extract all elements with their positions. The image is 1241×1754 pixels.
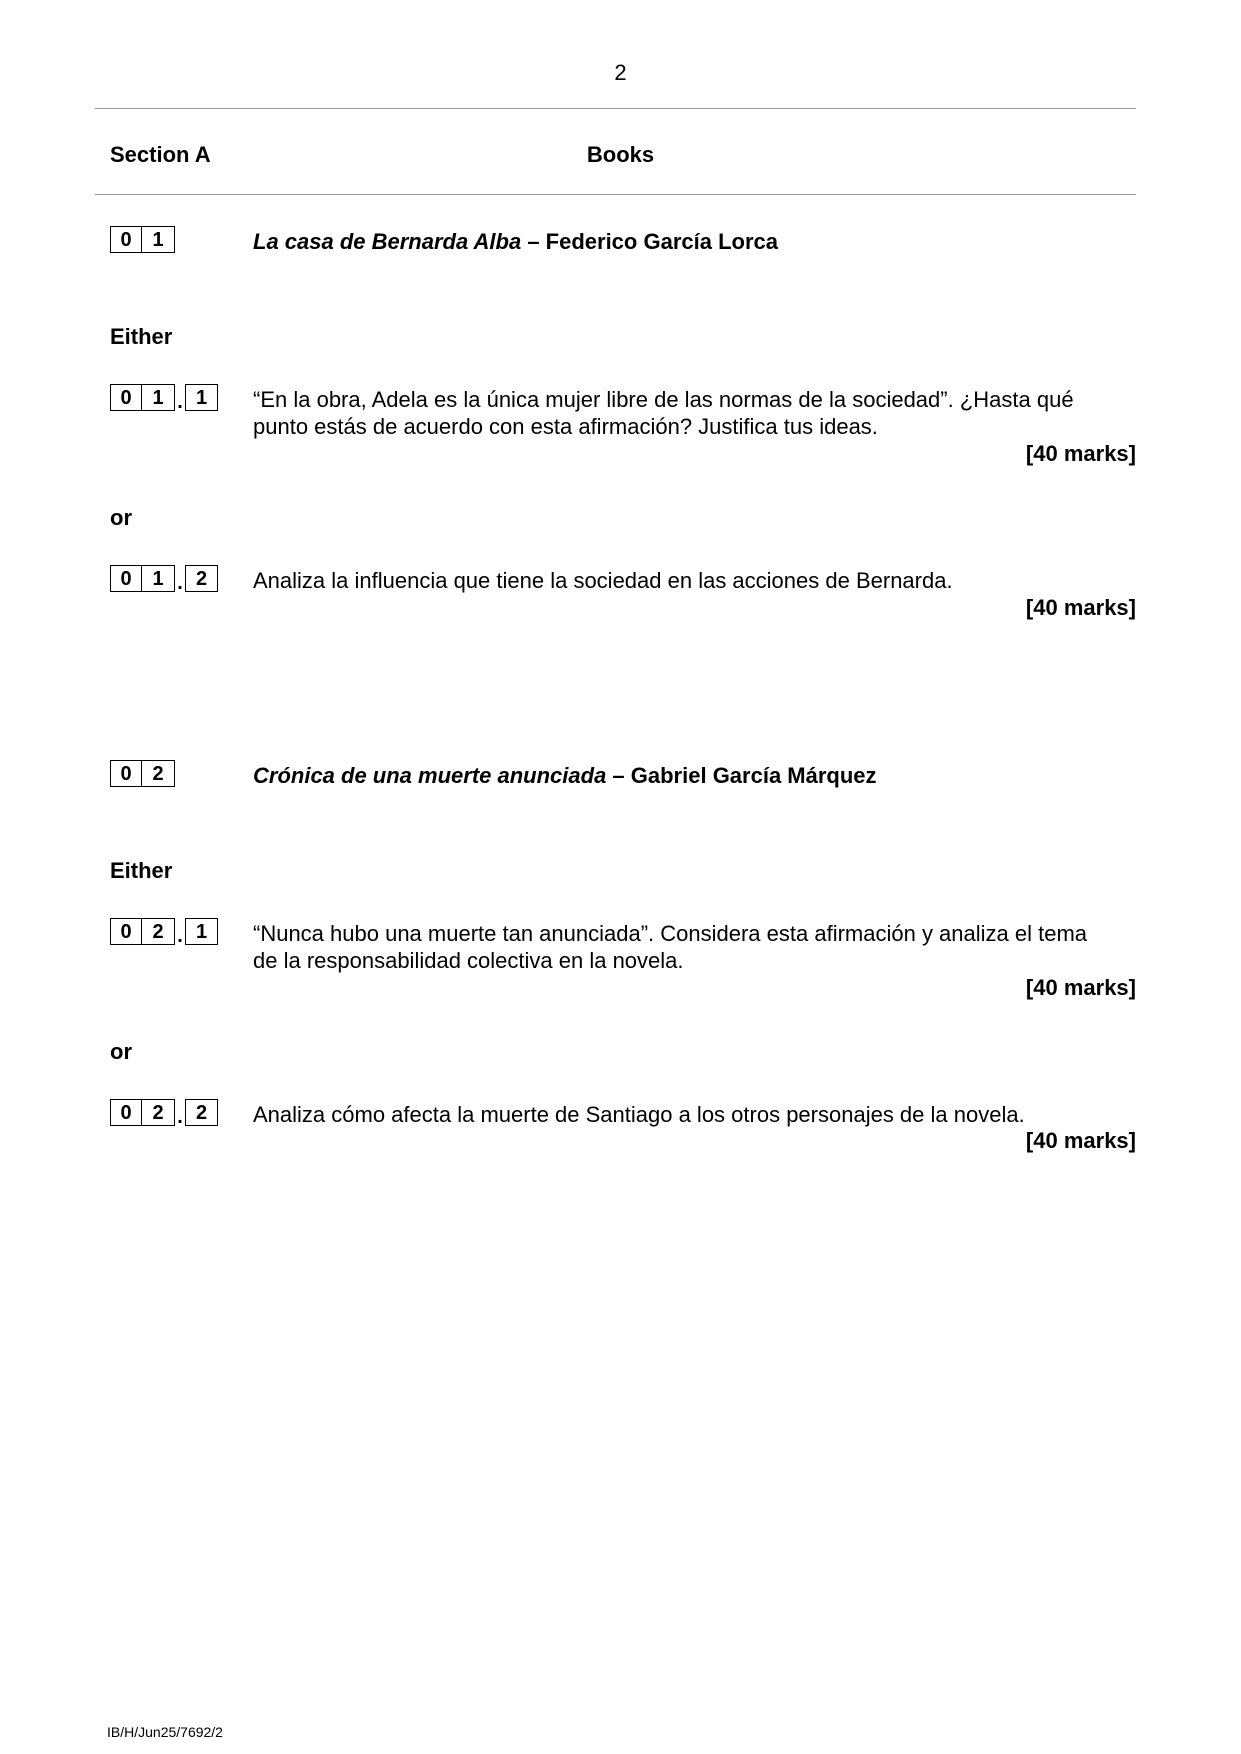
question-marks-011: [40 marks]	[1025, 441, 1136, 466]
section-divider	[95, 194, 1136, 195]
digit-box: 0	[110, 918, 142, 945]
question-text-021: “Nunca hubo una muerte tan anunciada”. Considera esta afirmación y analiza el tema de la responsabilidad colectiva en la novela.	[253, 921, 1088, 973]
book-number-01	[110, 226, 175, 253]
question-number-022	[110, 1099, 218, 1126]
or-label: or	[110, 505, 132, 530]
section-title: Books	[586, 142, 655, 167]
decimal-point: .	[177, 1106, 183, 1128]
decimal-point: .	[177, 391, 183, 413]
book-title-02	[253, 762, 877, 789]
question-text-012: Analiza la influencia que tiene la sociedad en las acciones de Bernarda.	[253, 568, 953, 593]
question-marks-022: [40 marks]	[1025, 1128, 1136, 1153]
question-number-021	[110, 918, 218, 945]
header-divider	[95, 108, 1136, 109]
digit-box: 1	[142, 384, 175, 411]
digit-box: 1	[142, 226, 175, 253]
digit-box: 2	[142, 918, 175, 945]
decimal-point: .	[177, 572, 183, 594]
page-number: 2	[614, 60, 627, 85]
book-title-italic: La casa de Bernarda Alba	[253, 229, 522, 254]
book-title-italic: Crónica de una muerte anunciada	[253, 763, 607, 788]
digit-box: 0	[110, 1099, 142, 1126]
book-author: – Gabriel García Márquez	[606, 763, 877, 788]
question-marks-012: [40 marks]	[1025, 595, 1136, 620]
digit-box: 2	[185, 1099, 218, 1126]
book-author: – Federico García Lorca	[521, 229, 778, 254]
question-number-011	[110, 384, 218, 411]
book-number-02	[110, 760, 175, 787]
question-text-011: “En la obra, Adela es la única mujer libre de las normas de la sociedad”. ¿Hasta qué punto estás de acuerdo con esta afirmación? Justifica tus ideas.	[253, 387, 1074, 439]
footer-code: IB/H/Jun25/7692/2	[107, 1724, 223, 1740]
digit-box: 0	[110, 760, 142, 787]
digit-box: 1	[185, 384, 218, 411]
digit-box: 2	[142, 760, 175, 787]
book-title-01	[253, 228, 778, 255]
decimal-point: .	[177, 925, 183, 947]
digit-box: 1	[142, 565, 175, 592]
question-marks-021: [40 marks]	[1025, 975, 1136, 1000]
question-number-012	[110, 565, 218, 592]
digit-box: 0	[110, 565, 142, 592]
question-text-022: Analiza cómo afecta la muerte de Santiago a los otros personajes de la novela.	[253, 1102, 1025, 1127]
digit-box: 0	[110, 384, 142, 411]
digit-box: 0	[110, 226, 142, 253]
digit-box: 1	[185, 918, 218, 945]
either-label: Either	[110, 324, 173, 349]
or-label: or	[110, 1039, 132, 1064]
section-label: Section A	[110, 142, 211, 167]
digit-box: 2	[142, 1099, 175, 1126]
either-label: Either	[110, 858, 173, 883]
digit-box: 2	[185, 565, 218, 592]
